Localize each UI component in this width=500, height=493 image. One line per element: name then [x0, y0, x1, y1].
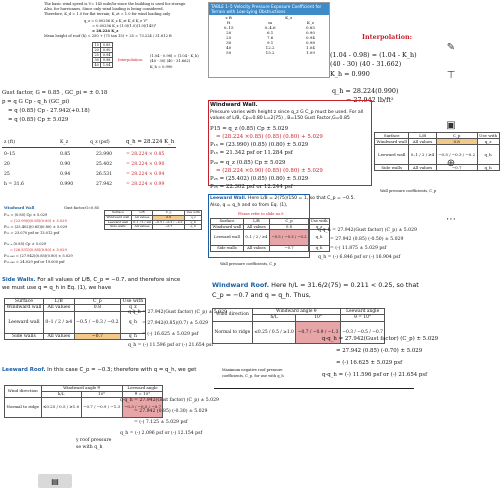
cell: Surface: [105, 211, 132, 216]
ww-small-p15b: = (23.990)(0.85)(0.80) ± 5.029: [10, 219, 67, 223]
cell: 10°: [81, 391, 122, 397]
zs-h-kz: K_z: [60, 140, 69, 145]
cell: q_h: [184, 225, 201, 230]
ww-small-p20c: P₂₀ = 23.070 psf or 13.012 psf: [4, 231, 60, 235]
wr-l1: Here h/L = 31.6/2(75) = 0.211 < 0.25, so that: [271, 281, 419, 289]
cell: 0.8: [269, 224, 308, 230]
zs-r3-calc: = 28.224 × 0.99: [126, 182, 165, 187]
cell: 0–4.6: [264, 25, 276, 31]
cell: 20: [94, 48, 99, 52]
cell: L/B: [243, 219, 269, 225]
add-page-icon[interactable]: ⊕: [446, 157, 456, 169]
zs-r0-kz: 0.85: [60, 152, 71, 157]
interp-qh1: q_h = 28.224(0.990): [332, 87, 399, 95]
cell: −0.5 / −0.3 / −0.2: [74, 311, 120, 333]
cell: Leeward angle: [122, 386, 163, 392]
cell: q_h: [309, 246, 330, 252]
text-box-icon[interactable]: ⊤: [446, 69, 456, 81]
ww-small-p15: P₁₅ = (0.85) Cp ± 5.029: [4, 213, 48, 217]
cell: 12.2: [265, 45, 275, 51]
interp-label: Interpolation:: [362, 33, 412, 41]
lw-l2: Also, q = q_h and so from Eq. (1),: [210, 203, 288, 208]
zs-r2-qz: 26.531: [96, 172, 113, 177]
cell: 15.2: [265, 50, 275, 56]
zs-r1-calc: = 28.224 × 0.90: [126, 162, 165, 167]
zs-r2-kz: 0.94: [60, 172, 71, 177]
intro-line-1: The basic wind speed is V= 145 mile/hr since the building is used for storage.: [44, 2, 187, 6]
cell: Normal to ridge: [213, 321, 253, 343]
zs-r3-qz: 27.942: [96, 182, 113, 187]
cell: Leeward wall: [105, 220, 132, 225]
cell: −0.7 / −0.9 / −1.3: [296, 321, 341, 343]
ww-title: Windward Wall.: [210, 102, 258, 108]
ww-coef-table: [374, 132, 500, 171]
cell: Leeward wall: [375, 145, 409, 165]
cell: θ = 10°: [340, 315, 385, 321]
cell: 6.1: [266, 30, 274, 36]
intro-line-2: Also, for hurricanes. Since only wind loading is being considered,: [44, 7, 164, 11]
zs-r2-z: 25: [4, 172, 10, 177]
cell: All values: [43, 305, 74, 311]
wr-eq2: = 27.942 (0.85) (-0.70) ± 5.029: [336, 348, 423, 354]
cell: 1.04: [102, 63, 111, 67]
ww-l1: Pressure varies with height z since q_z G C_p must be used. For all: [210, 110, 364, 115]
leeward-roof-heading: Leeward Roof.: [2, 367, 46, 373]
cell: Surface: [375, 133, 409, 139]
cell: Windward wall: [376, 139, 407, 144]
cell: q_z: [121, 305, 146, 311]
zs-r3-kz: 0.990: [60, 182, 74, 187]
side-walls-text1: For all values of L/B, C_p = −0.7, and therefore since: [37, 277, 181, 283]
cell: 7.6: [266, 35, 274, 41]
cell: Use with: [122, 299, 144, 304]
ww-small-p20: P₂₀ = (25.402)(0.85)(0.80) ± 5.029: [4, 225, 68, 229]
cell: 0–1 / 2 / ≥4: [43, 311, 74, 333]
cell: −0.7: [74, 333, 120, 339]
cell: 25: [226, 35, 232, 41]
side-walls-heading: Side Walls.: [2, 277, 36, 283]
lw-eq4: q_h = (-) 6.846 psf or (-) 16.904 psf: [318, 255, 401, 260]
cell: 0–1 / 2 / ≥4: [133, 219, 151, 224]
lw-refer: Please refer to slide no.9: [238, 212, 284, 216]
side-eq1: q-q_h = 27.942(Gust factor) (C_p) ± 5.029: [128, 310, 227, 315]
cell: Use with: [310, 218, 328, 223]
cell: Windward angle θ: [252, 309, 340, 315]
ww-p15b: = (28.224 ×0.85) (0.85) (0.80) + 5.029: [216, 134, 323, 140]
cell: q_z: [309, 224, 330, 230]
cell: K_z: [285, 15, 293, 21]
cell: C_p: [74, 299, 120, 305]
ww-p25a: P₂₅ = (25.402) (0.85) (0.80) ± 5.029: [210, 176, 309, 182]
ww-small-p25b: = (26.531)(0.85)(0.80) ± 5.029: [10, 248, 67, 252]
ww-small-p31c: P₃₁.₆₆₂ = 24.029 psf or 19.000 psf: [4, 260, 65, 264]
lw-eq2: = 27.942 (0.85) (-0.50) ± 5.029: [330, 237, 404, 242]
cell: −0.3 / −0.5 / −0.7: [340, 321, 385, 343]
ww-p20a: P₂₀ = q_z (0.85) Cp ± 5.029: [210, 160, 286, 166]
pen-icon[interactable]: ✎: [446, 41, 456, 53]
cell: 0–1 / 2 / ≥4: [409, 145, 436, 165]
side-eq4: q_h = (-) 11.596 psf or (-) 21.654 psf: [128, 343, 214, 348]
cell: 20: [226, 30, 232, 36]
cell: All values: [243, 246, 269, 252]
zs-h-qz: q_z (psf): [90, 140, 110, 145]
cell: q_z: [477, 139, 499, 145]
cell: z ft: [225, 15, 232, 21]
zs-r1-kz: 0.90: [60, 162, 71, 167]
leeward-roof-eq4: q_h = (-) 2.096 psf or (-) 12.154 psf: [120, 431, 203, 436]
cell: −0.5 / −0.3 / −0.2: [269, 230, 308, 246]
cell: h/L: [41, 391, 81, 397]
cell: 0–15: [223, 25, 234, 31]
cell: 0.8: [153, 215, 185, 220]
zs-h-qh: q_h = 28.224 K_h: [126, 139, 175, 145]
cell: ≤0.25 / 0.5 / ≥1.0: [252, 321, 296, 343]
cell: −0.7: [269, 246, 308, 252]
cell: −0.7: [153, 225, 185, 230]
cell: All values: [409, 165, 436, 171]
ww-small-title: Windward Wall: [4, 206, 35, 210]
cell: −0.7 / −0.9 / −1.3: [81, 397, 122, 417]
table-1-5-title: TABLE 1–5 Velocity Pressure Exposure Coefficient for Terrain with Low-Lying Obstructions: [209, 3, 329, 15]
cell: Use with: [186, 210, 200, 214]
cell: L/B: [43, 299, 74, 305]
interp-qh2: = 27.942 lb/ft²: [346, 96, 394, 104]
wr-eq4: q-q_h = (-) 11.596 psf or (-) 21.654 psf: [322, 372, 428, 378]
cell: 0.94: [305, 35, 315, 41]
cell: 0.98: [305, 40, 315, 46]
cell: Side walls: [375, 165, 409, 171]
cell: ≤0.25 / 0.5 / ≥1.0: [41, 397, 81, 417]
cell: K_z: [306, 20, 314, 26]
cell: m: [268, 20, 273, 26]
cell: 0–1 / 2 / ≥4: [243, 230, 269, 246]
cell: Surface: [5, 299, 44, 305]
eq-qz-2: = 0.00256 K_z (1.0)(1.0)(1.0)(145)²: [92, 24, 157, 28]
side-eq2: = 27.942(0.85)(0.7) ± 5.029: [142, 321, 209, 326]
cell: C_p: [269, 219, 308, 225]
ww-small-p31: P₃₁.₆₆₂ = (27.942)(0.85)(0.80) ± 5.029: [4, 254, 73, 258]
side-eq3: = (-) 16.625 ± 5.029 psf: [142, 332, 199, 337]
cell: Windward wall: [6, 305, 42, 311]
cell: All values: [243, 224, 269, 230]
cell: Side walls: [211, 246, 244, 252]
cell: Leeward angle: [340, 309, 385, 315]
leeward-foot-2: se with q_h: [76, 445, 103, 450]
cell: 9.1: [266, 40, 274, 46]
wr-eq1: q-q_h = 27.942(Gust factor) (C_p) ± 5.029: [322, 336, 439, 342]
more-icon[interactable]: ⋯: [446, 213, 456, 225]
p-eq-1: p = q G Cp - q_h (GC_pi): [2, 99, 70, 105]
cell: Windward wall: [212, 223, 242, 229]
cell: θ = 10°: [122, 391, 163, 397]
ww-p15a: P15 = q_z (0.85) Cp ± 5.029: [210, 126, 289, 132]
intro-line-3: Therefore, K_d = 1.0 for flat terrain; K_zt = 1.0 for wind loading only: [44, 12, 171, 16]
cell: All values: [409, 139, 436, 145]
cell: −0.5 / −0.3 / −0.2: [154, 219, 183, 224]
cell: q_z: [184, 215, 201, 220]
page-icon: ▤: [51, 476, 59, 486]
cell: 0.94: [102, 53, 111, 57]
leeward-roof-eq2: = 27.942 (0.85) (-0.30) ± 5.029: [134, 409, 208, 414]
interp-eq-small-2: (40 - 30) (40 - 31.662): [150, 59, 191, 63]
leeward-roof-eq1: q-q_h = 27.942(Gust factor) (C_p) ± 5.029: [120, 398, 219, 403]
cell: 25: [94, 53, 99, 57]
eq-qz-1: q_z = 0.00256 K_z K_zt K_d K_e V²: [84, 19, 148, 23]
ww-coef-caption: Wall pressure coefficients, C_p: [380, 189, 437, 193]
ww-small-p25: P₂₅ ₌ (0.85) Cp ± 5.029: [4, 242, 47, 246]
cell: Side walls: [5, 333, 44, 339]
cell: L/B: [131, 211, 152, 216]
ww-p15c: P₁₅ = (23.990) (0.85) (0.80) ± 5.029: [210, 142, 309, 148]
cell: Normal to ridge: [5, 397, 42, 417]
cell: L/B: [409, 133, 436, 139]
small-kz-table: [92, 42, 113, 68]
lw-caption: Wall pressure coefficients, C_p: [220, 262, 277, 266]
zs-r2-calc: = 28.224 × 0.94: [126, 172, 165, 177]
cell: −0.7: [436, 165, 477, 171]
cell: 30: [226, 40, 232, 46]
cell: 0.8: [74, 305, 120, 311]
cell: 0.90: [305, 30, 315, 36]
ww-l2: values of L/B, Cp=0.80 L=2(75) , B=150 Gust Factor,G=0.85: [210, 116, 350, 121]
zs-r1-z: 20: [4, 162, 10, 167]
lw-coef-table: [210, 218, 330, 252]
table-1-5: [208, 2, 330, 78]
cell: 0.85: [305, 25, 315, 31]
wr-caption1: Maximum negative roof pressure: [222, 368, 283, 372]
cell: All values: [131, 225, 152, 230]
zs-r0-z: 0–15: [4, 152, 16, 157]
ww-small-gust: Gust factor,G=0.85: [64, 206, 100, 210]
interp-eq-small: (1.04 - 0.98) = (1.04 - K_h): [150, 54, 199, 58]
cell: q_h: [477, 145, 499, 165]
side-walls-table: [4, 298, 146, 340]
cell: h/L: [252, 315, 296, 321]
cell: ft: [227, 20, 231, 26]
interp-kh: K_h = 0.990: [330, 70, 370, 78]
ww-p25b: P₂₅ = 22.302 psf or 12.244 psf: [210, 184, 293, 190]
lw-eq3: = (-) 11.875 ± 5.029 psf: [330, 246, 387, 251]
ww-p15d: P₁₅ = 21.342 psf or 11.284 psf: [210, 150, 293, 156]
gust-factor: Gust factor, G = 0.85 , GC_pi = ± 0.18: [2, 90, 108, 96]
cell: 0.8: [436, 139, 477, 145]
wr-eq3: = (-) 16.625 ± 5.029 psf: [336, 360, 403, 366]
zs-r0-calc: = 28.224 × 0.85: [126, 152, 165, 157]
lw-title: Leeward Wall.: [210, 196, 247, 201]
cell: −0.3 / −0.5 / −0.7: [122, 397, 163, 417]
cell: All values: [131, 215, 152, 220]
cell: q_h: [121, 333, 146, 339]
cell: 30: [94, 58, 99, 62]
cell: C_p: [153, 211, 185, 216]
interp-eq2: (40 - 30) (40 - 31.662): [330, 60, 402, 68]
cell: q_h: [477, 165, 499, 171]
side-walls-text2: we must use q = q_h in Eq. (1), we have: [2, 285, 112, 291]
divider: [2, 147, 176, 148]
zs-r0-qz: 23.990: [96, 152, 113, 157]
p-eq-3: = q (0.85) Cp ± 5.029: [8, 117, 69, 123]
cell: Side walls: [105, 225, 132, 230]
thumb-wall-table: [104, 210, 202, 230]
interp-label-small: Interpolation:: [118, 58, 144, 62]
mean-height: Mean height of roof (h) = 250 + (75 tan 15) + 25 = 73.224 / 31.612 ft: [44, 34, 172, 38]
leeward-foot-1: y roof pressure: [76, 438, 112, 443]
lw-eq1: q-q_h = 27.942(Gust factor) (C_p) ± 5.029: [318, 228, 417, 233]
cell: 1.04: [305, 45, 315, 51]
zs-r1-qz: 25.402: [96, 162, 113, 167]
cell: 0.98: [102, 58, 111, 62]
leeward-roof-text: In this case C_p = −0.3; therefore with q = q_h, we get: [47, 367, 197, 373]
kh-small: K_h = 0.990: [150, 65, 173, 69]
cell: 15: [94, 43, 99, 47]
wr-caption2: coefficients, C_p, for use with q_h: [222, 374, 284, 378]
ww-p20b: = (28.224 ×0.90) (0.85) (0.80) ± 5.029: [216, 168, 323, 174]
zs-r3-z: h = 31.6: [4, 182, 24, 187]
lw-l1: Here L/B = 2(75)/150 = 1, so that C_p = −0.5.: [248, 196, 355, 201]
wr-title: Windward Roof.: [212, 281, 270, 289]
cell: 40: [94, 63, 99, 67]
cell: Leeward wall: [211, 230, 244, 246]
cell: 0.90: [102, 48, 111, 52]
cell: q_h: [121, 311, 146, 333]
cell: All values: [43, 333, 74, 339]
wr-l2: C_p = −0.7 and q = q_h. Thus,: [212, 291, 311, 299]
cell: 0.85: [102, 43, 111, 47]
cell: Wind direction: [5, 386, 42, 398]
cell: C_p: [436, 133, 477, 139]
cell: Windward wall: [106, 214, 130, 219]
p-eq-2: = q (0.85) Cp - 27.942(+0.18): [8, 108, 90, 114]
divider: [214, 388, 414, 389]
page-thumbnail-button[interactable]: [38, 474, 72, 488]
image-icon[interactable]: ▣: [446, 119, 456, 131]
cell: Wind direction: [213, 309, 253, 322]
cell: Windward angle θ: [41, 386, 122, 392]
cell: q_h: [309, 230, 330, 246]
interp-eq1: (1.04 - 0.98) = (1.04 - K_h): [330, 51, 417, 59]
zs-h-z: z (ft): [4, 140, 16, 145]
leeward-roof-eq3: = (-) 7.125 ± 5.029 psf: [134, 420, 188, 425]
cell: Leeward wall: [5, 311, 44, 333]
cell: q_h: [184, 220, 201, 225]
cell: 10°: [296, 315, 341, 321]
cell: −0.5 / −0.3 / −0.2: [436, 145, 477, 165]
cell: 50: [226, 50, 232, 56]
cell: Use with: [479, 133, 498, 138]
cell: 1.09: [305, 50, 315, 56]
eq-qz-3: = 28.224 K_z: [92, 29, 119, 33]
table-1-5-body: [209, 15, 329, 55]
cell: 40: [226, 45, 232, 51]
cell: Surface: [211, 219, 244, 225]
